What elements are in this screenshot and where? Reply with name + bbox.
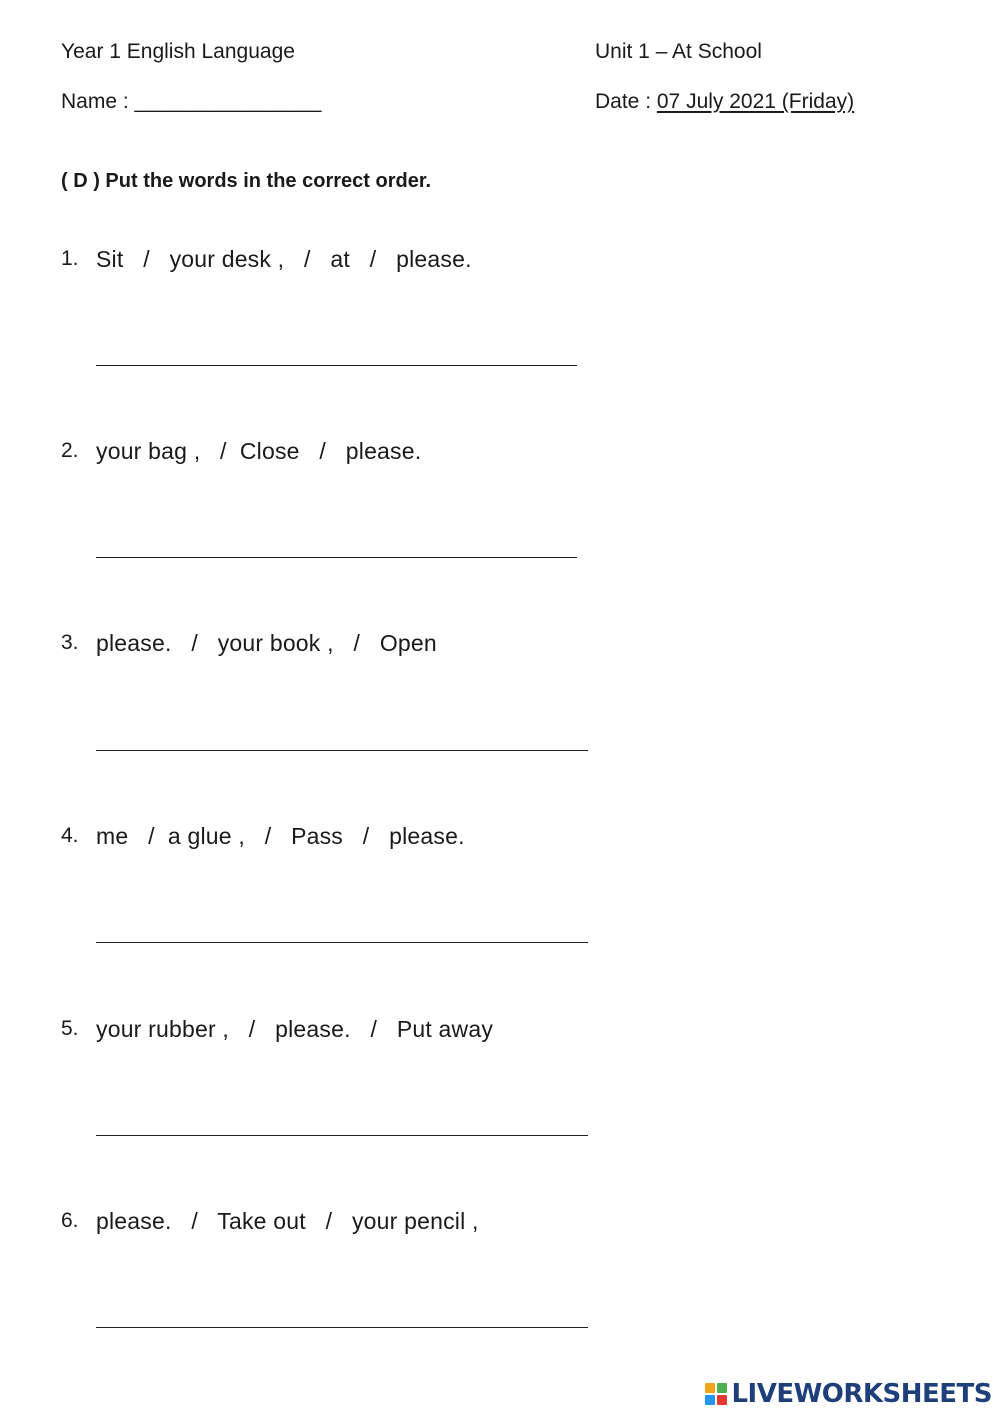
answer-line-5[interactable] [96,1135,588,1136]
question-number: 6. [61,1209,79,1232]
answer-line-2[interactable] [96,557,577,558]
question-number: 2. [61,439,79,462]
unit-title: Unit 1 – At School [595,40,762,63]
question-words: please. / Take out / your pencil , [96,1208,479,1234]
question-words: Sit / your desk , / at / please. [96,246,472,272]
answer-line-3[interactable] [96,750,588,751]
question-number: 3. [61,631,79,654]
student-name-field[interactable]: Name : ________________ [61,90,322,113]
question-words: me / a glue , / Pass / please. [96,823,465,849]
question-words: your rubber , / please. / Put away [96,1016,494,1042]
liveworksheets-logo [705,1376,992,1412]
question-words: please. / your book , / Open [96,630,437,656]
answer-line-4[interactable] [96,942,588,943]
logo-mark-icon [705,1383,727,1405]
instruction-text: ( D ) Put the words in the correct order. [61,170,432,192]
course-title: Year 1 English Language [61,40,295,63]
date-value: 07 July 2021 (Friday) [656,90,855,113]
answer-line-1[interactable] [96,365,577,366]
logo-text: LIVEWORKSHEETS [731,1379,992,1409]
question-number: 1. [61,247,79,270]
date-label: Date : [595,90,657,113]
date-line [595,91,854,112]
question-number: 4. [61,824,79,847]
answer-line-6[interactable] [96,1327,588,1328]
question-number: 5. [61,1017,79,1040]
question-words: your bag , / Close / please. [96,438,422,464]
